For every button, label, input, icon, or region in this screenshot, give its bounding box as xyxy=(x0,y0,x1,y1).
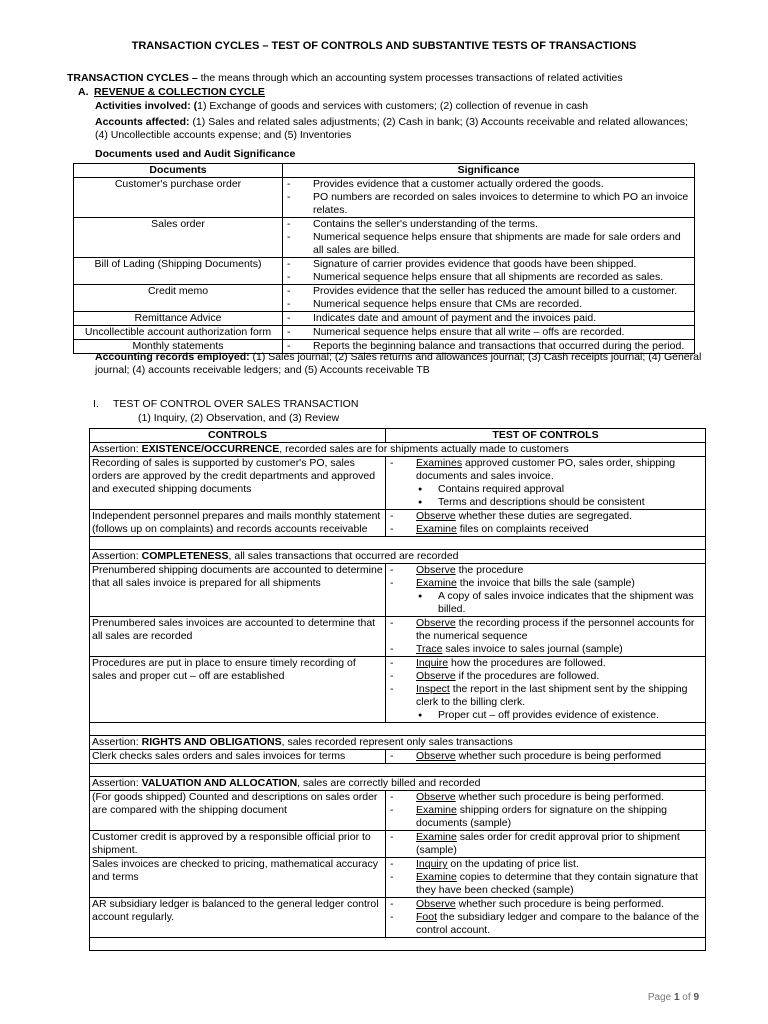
test-text xyxy=(416,911,703,937)
test-item xyxy=(388,858,703,871)
documents-table-row xyxy=(74,178,695,218)
document-name: Remittance Advice xyxy=(74,312,283,326)
test-bullet-item xyxy=(388,483,703,496)
control-row xyxy=(90,750,706,764)
test-detail: whether these duties are segregated. xyxy=(455,510,632,522)
control-row xyxy=(90,831,706,858)
section-1-subheading: (1) Inquiry, (2) Observation, and (3) Review xyxy=(138,412,340,424)
document-name: Sales order xyxy=(74,218,283,258)
bullet-text: A copy of sales invoice indicates that the shipment was billed. xyxy=(438,590,694,615)
test-text xyxy=(416,670,703,683)
dash-marker: - xyxy=(390,577,394,589)
activities-label: Activities involved: ( xyxy=(95,100,198,112)
test-text xyxy=(416,871,703,897)
test-of-control xyxy=(386,510,706,537)
control-row xyxy=(90,791,706,831)
documents-table xyxy=(73,163,695,354)
test-detail: approved customer PO, sales order, shipping documents and sales invoice. xyxy=(416,457,676,482)
significance-item xyxy=(285,258,692,271)
test-verb: Observe xyxy=(416,617,456,629)
test-item xyxy=(388,657,703,670)
assertion-name: EXISTENCE/OCCURRENCE xyxy=(141,443,280,455)
test-verb: Examine xyxy=(416,871,457,883)
dash-marker: - xyxy=(287,178,291,190)
test-text xyxy=(416,898,703,911)
significance-item xyxy=(285,312,692,325)
activities-text: 1) Exchange of goods and services with customers; (2) collection of revenue in cash xyxy=(197,100,589,112)
control-row xyxy=(90,510,706,537)
test-text xyxy=(416,683,703,709)
test-verb: Foot xyxy=(416,911,438,923)
controls-table-header xyxy=(90,429,706,443)
significance-item xyxy=(285,285,692,298)
test-verb: Examine xyxy=(416,523,457,535)
test-detail: whether such procedure is being performed. xyxy=(455,791,665,803)
test-text xyxy=(416,791,703,804)
section-1-number: I. xyxy=(93,398,99,410)
spacer-cell xyxy=(90,537,706,550)
assertion-row xyxy=(90,736,706,750)
significance-item xyxy=(285,231,692,257)
test-verb: Trace xyxy=(416,643,443,655)
document-name: Uncollectible account authorization form xyxy=(74,326,283,340)
test-verb: Observe xyxy=(416,791,456,803)
assertion-cell xyxy=(90,736,706,750)
significance-text: Provides evidence that the seller has reduced the amount billed to a customer. xyxy=(313,285,678,297)
records-label: Accounting records employed: xyxy=(95,351,250,363)
document-significance xyxy=(283,258,695,285)
assertion-description: , sales are correctly billed and recorded xyxy=(297,777,481,789)
activities-paragraph xyxy=(95,100,705,113)
dash-marker: - xyxy=(390,523,394,535)
test-item xyxy=(388,523,703,536)
document-significance xyxy=(283,312,695,326)
document-name: Credit memo xyxy=(74,285,283,312)
dash-marker: - xyxy=(287,271,291,283)
test-text xyxy=(416,643,703,656)
controls-table xyxy=(89,428,706,951)
test-text xyxy=(416,617,703,643)
test-detail: the report in the last shipment sent by the shipping clerk to the billing clerk. xyxy=(416,683,688,708)
significance-column-header: Significance xyxy=(283,164,695,178)
test-text xyxy=(416,657,703,670)
control-description: Clerk checks sales orders and sales invoices for terms xyxy=(90,750,386,764)
significance-text: Numerical sequence helps ensure that shipments are made for sale orders and all sales are billed. xyxy=(313,231,681,256)
assertion-name: VALUATION AND ALLOCATION xyxy=(141,777,298,789)
spacer-row xyxy=(90,938,706,951)
dash-marker: - xyxy=(390,670,394,682)
controls-column-header: CONTROLS xyxy=(90,429,386,443)
dash-marker: - xyxy=(287,258,291,270)
document-significance xyxy=(283,285,695,312)
control-description: Procedures are put in place to ensure timely recording of sales and proper cut – off are established xyxy=(90,657,386,723)
test-item xyxy=(388,670,703,683)
significance-text: Contains the seller's understanding of the terms. xyxy=(313,218,538,230)
test-text xyxy=(416,750,703,763)
significance-item xyxy=(285,218,692,231)
test-item xyxy=(388,804,703,830)
test-item xyxy=(388,898,703,911)
test-detail: how the procedures are followed. xyxy=(448,657,606,669)
test-detail: files on complaints received xyxy=(456,523,589,535)
test-item xyxy=(388,791,703,804)
section-a-label: REVENUE & COLLECTION CYCLE xyxy=(94,86,265,98)
test-text xyxy=(416,564,703,577)
bullet-marker: ● xyxy=(418,499,423,506)
test-item xyxy=(388,510,703,523)
document-significance xyxy=(283,178,695,218)
control-description: Customer credit is approved by a responsible official prior to shipment. xyxy=(90,831,386,858)
dash-marker: - xyxy=(390,683,394,695)
test-text xyxy=(416,457,703,483)
test-of-control xyxy=(386,898,706,938)
test-item xyxy=(388,564,703,577)
significance-item xyxy=(285,178,692,191)
document-name: Bill of Lading (Shipping Documents) xyxy=(74,258,283,285)
spacer-cell xyxy=(90,938,706,951)
document-significance xyxy=(283,326,695,340)
assertion-name: RIGHTS AND OBLIGATIONS xyxy=(141,736,282,748)
documents-table-row xyxy=(74,326,695,340)
test-verb: Inspect xyxy=(416,683,450,695)
test-bullet-item xyxy=(388,709,703,722)
assertion-cell xyxy=(90,443,706,457)
records-paragraph xyxy=(95,351,705,377)
page-of: of xyxy=(679,992,694,1003)
test-item xyxy=(388,683,703,709)
test-detail: if the procedures are followed. xyxy=(455,670,600,682)
documents-table-header xyxy=(74,164,695,178)
assertion-row xyxy=(90,550,706,564)
records-text: (1) Sales journal; (2) Sales returns and allowances journal; (3) Cash receipts journal; (4) General journal; (4) accounts receivable ledgers; and (5) Accounts receivable TB xyxy=(95,351,702,376)
significance-text: Signature of carrier provides evidence that goods have been shipped. xyxy=(313,258,637,270)
dash-marker: - xyxy=(390,898,394,910)
control-row xyxy=(90,858,706,898)
test-text xyxy=(416,510,703,523)
significance-text: Indicates date and amount of payment and the invoices paid. xyxy=(313,312,597,324)
test-of-control xyxy=(386,750,706,764)
significance-text: Numerical sequence helps ensure that all write – offs are recorded. xyxy=(313,326,625,338)
dash-marker: - xyxy=(390,804,394,816)
test-detail: shipping orders for signature on the shipping documents (sample) xyxy=(416,804,667,829)
documents-column-header: Documents xyxy=(74,164,283,178)
test-detail: on the updating of price list. xyxy=(447,858,579,870)
significance-text: Provides evidence that a customer actually ordered the goods. xyxy=(313,178,604,190)
dash-marker: - xyxy=(390,750,394,762)
test-text xyxy=(416,831,703,857)
test-verb: Examine xyxy=(416,577,457,589)
bullet-marker: ● xyxy=(418,486,423,493)
documents-table-row xyxy=(74,218,695,258)
test-text xyxy=(416,577,703,590)
assertion-description: , recorded sales are for shipments actually made to customers xyxy=(279,443,569,455)
page-label: Page xyxy=(647,992,674,1003)
test-verb: Observe xyxy=(416,510,456,522)
test-detail: sales invoice to sales journal (sample) xyxy=(442,643,623,655)
bullet-text: Contains required approval xyxy=(438,483,565,495)
page-current: 1 xyxy=(673,992,680,1003)
significance-item xyxy=(285,191,692,217)
test-detail: whether such procedure is being performed. xyxy=(455,898,665,910)
test-verb: Examine xyxy=(416,804,457,816)
bullet-marker: ● xyxy=(418,593,423,600)
test-of-control xyxy=(386,657,706,723)
spacer-row xyxy=(90,723,706,736)
test-of-control xyxy=(386,564,706,617)
test-item xyxy=(388,871,703,897)
assertion-name: COMPLETENESS xyxy=(141,550,229,562)
test-verb: Inquiry xyxy=(416,858,448,870)
control-description: Recording of sales is supported by customer's PO, sales orders are approved by the credit departments and approved and executed shipping documents xyxy=(90,457,386,510)
control-row xyxy=(90,898,706,938)
document-name: Monthly statements xyxy=(74,340,283,354)
dash-marker: - xyxy=(287,326,291,338)
control-row xyxy=(90,457,706,510)
test-verb: Examines xyxy=(416,457,463,469)
documents-table-row xyxy=(74,258,695,285)
dash-marker: - xyxy=(390,617,394,629)
test-verb: Observe xyxy=(416,670,456,682)
section-1-label: TEST OF CONTROL OVER SALES TRANSACTION xyxy=(113,398,359,410)
documents-heading: Documents used and Audit Significance xyxy=(95,148,296,160)
test-verb: Inquire xyxy=(416,657,449,669)
test-verb: Examine xyxy=(416,831,457,843)
dash-marker: - xyxy=(390,791,394,803)
test-of-control xyxy=(386,858,706,898)
assertion-description: , sales recorded represent only sales transactions xyxy=(281,736,513,748)
test-bullet-item xyxy=(388,496,703,509)
test-item xyxy=(388,831,703,857)
test-item xyxy=(388,617,703,643)
assertion-prefix: Assertion: xyxy=(92,443,142,455)
test-detail: the subsidiary ledger and compare to the balance of the control account. xyxy=(416,911,700,936)
assertion-row xyxy=(90,777,706,791)
dash-marker: - xyxy=(390,871,394,883)
dash-marker: - xyxy=(390,657,394,669)
control-description: (For goods shipped) Counted and descriptions on sales order are compared with the shipping document xyxy=(90,791,386,831)
spacer-cell xyxy=(90,723,706,736)
significance-item xyxy=(285,271,692,284)
test-of-control xyxy=(386,791,706,831)
dash-marker: - xyxy=(287,298,291,310)
section-a-number: A. xyxy=(78,86,89,98)
assertion-description: , all sales transactions that occurred are recorded xyxy=(228,550,459,562)
test-detail: whether such procedure is being performed xyxy=(455,750,662,762)
test-of-controls-column-header: TEST OF CONTROLS xyxy=(386,429,706,443)
control-description: Prenumbered shipping documents are accounted to determine that all sales invoice is prepared for all shipments xyxy=(90,564,386,617)
significance-item xyxy=(285,298,692,311)
dash-marker: - xyxy=(390,643,394,655)
control-row xyxy=(90,617,706,657)
spacer-cell xyxy=(90,764,706,777)
dash-marker: - xyxy=(390,457,394,469)
document-title: TRANSACTION CYCLES – TEST OF CONTROLS AND SUBSTANTIVE TESTS OF TRANSACTIONS xyxy=(131,40,637,52)
test-detail: copies to determine that they contain signature that they have been checked (sample) xyxy=(416,871,698,896)
test-text xyxy=(416,523,703,536)
control-description: AR subsidiary ledger is balanced to the general ledger control account regularly. xyxy=(90,898,386,938)
bullet-text: Terms and descriptions should be consistent xyxy=(438,496,645,508)
spacer-row xyxy=(90,537,706,550)
bullet-marker: ● xyxy=(418,712,423,719)
page-footer xyxy=(648,991,699,1004)
test-detail: the recording process if the personnel accounts for the numerical sequence xyxy=(416,617,695,642)
significance-text: PO numbers are recorded on sales invoices to determine to which PO an invoice relates. xyxy=(313,191,689,216)
accounts-paragraph xyxy=(95,116,703,142)
dash-marker: - xyxy=(390,911,394,923)
dash-marker: - xyxy=(287,231,291,243)
page-total: 9 xyxy=(693,992,699,1003)
section-a-heading xyxy=(78,86,265,99)
assertion-row xyxy=(90,443,706,457)
dash-marker: - xyxy=(390,564,394,576)
test-of-control xyxy=(386,457,706,510)
accounts-label: Accounts affected: xyxy=(95,116,193,128)
test-text xyxy=(416,804,703,830)
assertion-cell xyxy=(90,777,706,791)
spacer-row xyxy=(90,764,706,777)
dash-marker: - xyxy=(390,510,394,522)
documents-table-row xyxy=(74,312,695,326)
assertion-cell xyxy=(90,550,706,564)
accounts-text: (1) Sales and related sales adjustments; (2) Cash in bank; (3) Accounts receivable and related allowances; (4) Uncollectible accounts expense; and (5) Inventories xyxy=(95,116,688,141)
assertion-prefix: Assertion: xyxy=(92,736,142,748)
control-description: Sales invoices are checked to pricing, mathematical accuracy and terms xyxy=(90,858,386,898)
control-description: Independent personnel prepares and mails monthly statement (follows up on complaints) and records accounts receivable xyxy=(90,510,386,537)
intro-paragraph xyxy=(67,72,727,85)
control-row xyxy=(90,657,706,723)
bullet-text: Proper cut – off provides evidence of existence. xyxy=(438,709,660,721)
significance-text: Numerical sequence helps ensure that CMs are recorded. xyxy=(313,298,583,310)
dash-marker: - xyxy=(287,218,291,230)
significance-text: Reports the beginning balance and transactions that occurred during the period. xyxy=(313,340,685,352)
intro-definition: the means through which an accounting system processes transactions of related activities xyxy=(200,72,623,84)
dash-marker: - xyxy=(390,858,394,870)
significance-item xyxy=(285,326,692,339)
test-verb: Observe xyxy=(416,898,456,910)
intro-term: TRANSACTION CYCLES – xyxy=(67,72,201,84)
test-item xyxy=(388,643,703,656)
dash-marker: - xyxy=(287,285,291,297)
test-of-control xyxy=(386,617,706,657)
document-significance xyxy=(283,218,695,258)
test-text xyxy=(416,858,703,871)
test-of-control xyxy=(386,831,706,858)
dash-marker: - xyxy=(287,312,291,324)
dash-marker: - xyxy=(390,831,394,843)
test-bullet-item xyxy=(388,590,703,616)
test-item xyxy=(388,911,703,937)
assertion-prefix: Assertion: xyxy=(92,777,142,789)
dash-marker: - xyxy=(287,191,291,203)
test-verb: Observe xyxy=(416,564,456,576)
test-detail: the invoice that bills the sale (sample) xyxy=(456,577,635,589)
test-item xyxy=(388,577,703,590)
control-row xyxy=(90,564,706,617)
test-detail: the procedure xyxy=(455,564,524,576)
test-item xyxy=(388,457,703,483)
control-description: Prenumbered sales invoices are accounted to determine that all sales are recorded xyxy=(90,617,386,657)
significance-text: Numerical sequence helps ensure that all shipments are recorded as sales. xyxy=(313,271,664,283)
documents-table-row xyxy=(74,285,695,312)
test-detail: sales order for credit approval prior to shipment (sample) xyxy=(416,831,680,856)
test-verb: Observe xyxy=(416,750,456,762)
section-1-heading xyxy=(93,398,358,411)
dash-marker: - xyxy=(287,340,291,352)
document-name: Customer's purchase order xyxy=(74,178,283,218)
test-item xyxy=(388,750,703,763)
assertion-prefix: Assertion: xyxy=(92,550,142,562)
